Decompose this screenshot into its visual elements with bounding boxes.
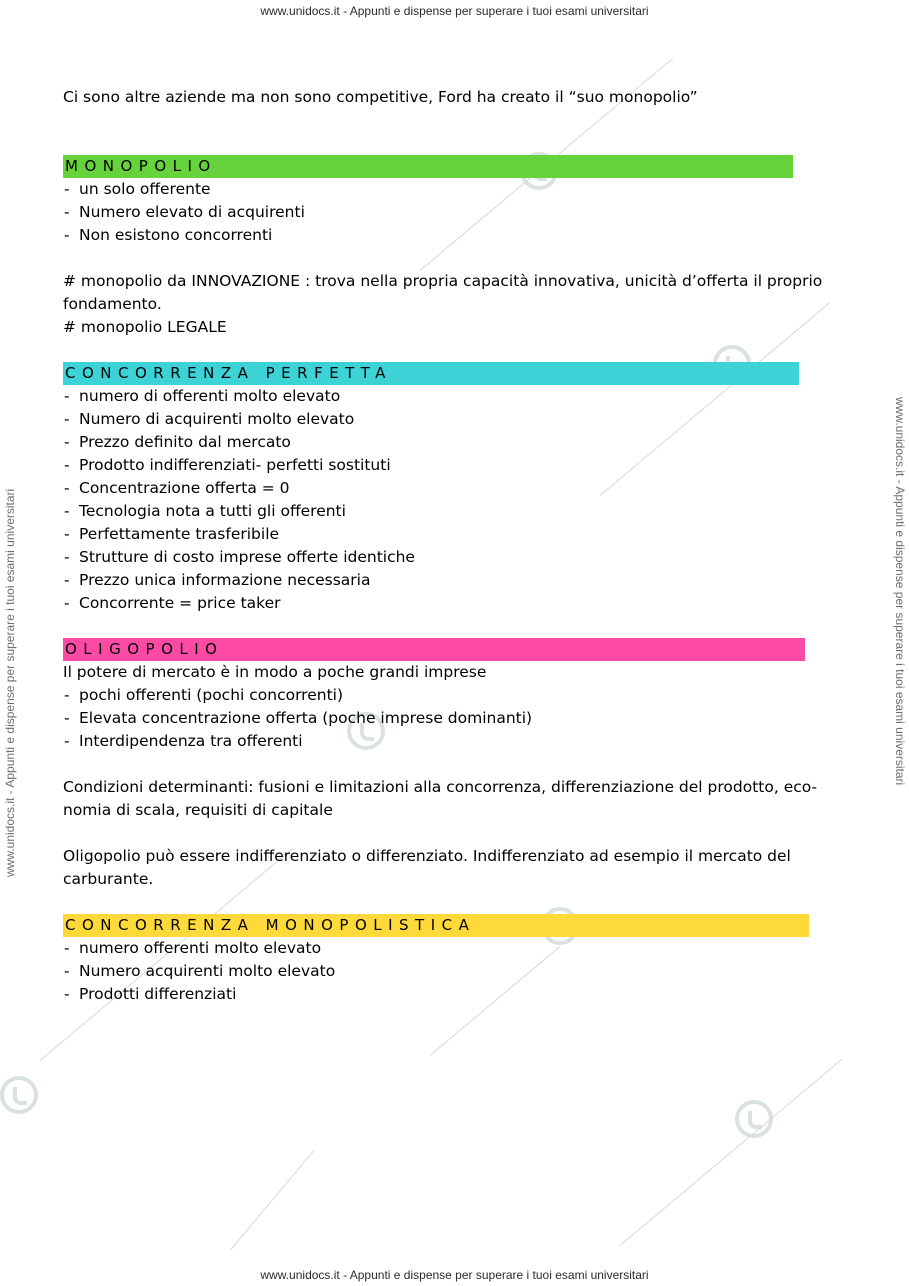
list-item: - Prodotto indifferenziati- perfetti sostituti xyxy=(63,454,823,477)
watermark-logo-icon xyxy=(0,1076,38,1114)
list-item: - numero di offerenti molto elevato xyxy=(63,385,823,408)
list-item: - numero offerenti molto elevato xyxy=(63,937,823,960)
list-item: - Strutture di costo imprese offerte identiche xyxy=(63,546,823,569)
watermark-line xyxy=(620,1059,843,1246)
footer-watermark: www.unidocs.it - Appunti e dispense per superare i tuoi esami universitari xyxy=(260,1268,649,1282)
side-watermark-right: www.unidocs.it - Appunti e dispense per superare i tuoi esami universitari xyxy=(893,397,907,786)
monopolio-legale-note: # monopolio LEGALE xyxy=(63,318,227,336)
list-item: - Non esistono concorrenti xyxy=(63,224,823,247)
list-item: - Numero di acquirenti molto elevato xyxy=(63,408,823,431)
list-item: - Concorrente = price taker xyxy=(63,592,823,615)
list-item: - Prezzo unica informazione necessaria xyxy=(63,569,823,592)
watermark-line xyxy=(230,1151,314,1251)
list-item: - Interdipendenza tra offerenti xyxy=(63,730,823,753)
oligopolio-list xyxy=(63,684,823,753)
header-watermark: www.unidocs.it - Appunti e dispense per superare i tuoi esami universitari xyxy=(260,4,649,18)
monopolio-heading: MONOPOLIO xyxy=(63,155,793,178)
list-item: - Perfettamente trasferibile xyxy=(63,523,823,546)
side-watermark-left: www.unidocs.it - Appunti e dispense per superare i tuoi esami universitari xyxy=(3,488,17,877)
concorrenza-perfetta-heading: CONCORRENZA PERFETTA xyxy=(63,362,799,385)
oligopolio-heading: OLIGOPOLIO xyxy=(63,638,805,661)
concorrenza-monopolistica-list xyxy=(63,937,823,1006)
oligopolio-conditions: Condizioni determinanti: fusioni e limitazioni alla concorrenza, differenziazione del prodotto, eco-nomia di scala, requisiti di capitale xyxy=(63,778,818,819)
list-item: - Prodotti differenziati xyxy=(63,983,823,1006)
list-item: - Numero acquirenti molto elevato xyxy=(63,960,823,983)
document-body xyxy=(63,86,823,1006)
oligopolio-types: Oligopolio può essere indifferenziato o differenziato. Indifferenziato ad esempio il mercato del carburante. xyxy=(63,847,791,888)
oligopolio-lead: Il potere di mercato è in modo a poche grandi imprese xyxy=(63,663,487,681)
list-item: - Prezzo definito dal mercato xyxy=(63,431,823,454)
intro-paragraph: Ci sono altre aziende ma non sono competitive, Ford ha creato il “suo monopolio” xyxy=(63,88,698,106)
list-item: - pochi offerenti (pochi concorrenti) xyxy=(63,684,823,707)
list-item: - Concentrazione offerta = 0 xyxy=(63,477,823,500)
monopolio-list xyxy=(63,178,823,247)
list-item: - Tecnologia nota a tutti gli offerenti xyxy=(63,500,823,523)
list-item: - un solo offerente xyxy=(63,178,823,201)
concorrenza-monopolistica-heading: CONCORRENZA MONOPOLISTICA xyxy=(63,914,809,937)
list-item: - Numero elevato di acquirenti xyxy=(63,201,823,224)
concorrenza-perfetta-list xyxy=(63,385,823,615)
monopolio-innovazione-note: # monopolio da INNOVAZIONE : trova nella propria capacità innovativa, unicità d’offerta il proprio fondamento. xyxy=(63,272,823,313)
list-item: - Elevata concentrazione offerta (poche imprese dominanti) xyxy=(63,707,823,730)
